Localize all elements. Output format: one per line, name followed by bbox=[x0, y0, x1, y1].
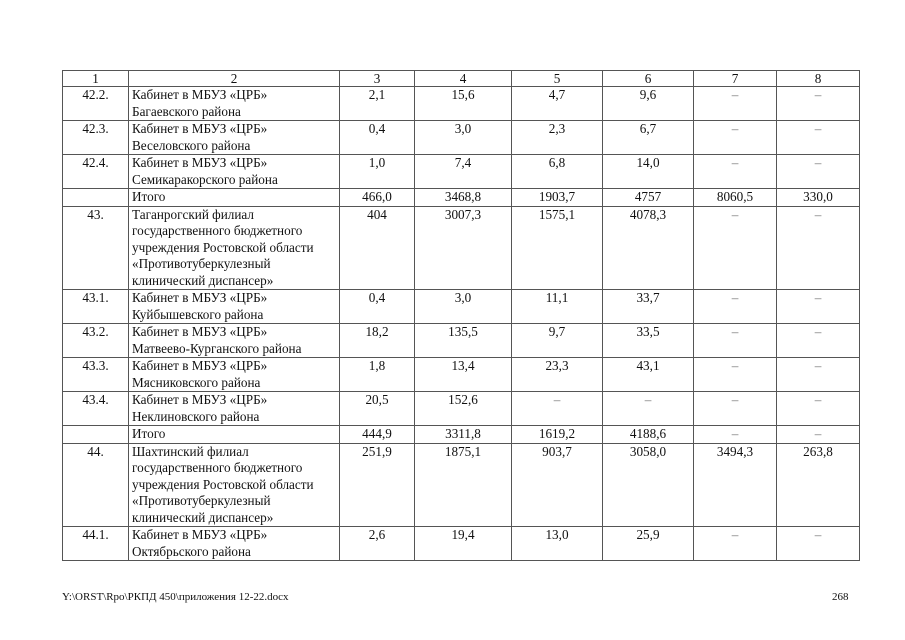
value-cell: 3007,3 bbox=[415, 206, 512, 290]
value-cell: – bbox=[777, 290, 860, 324]
value-cell: 444,9 bbox=[340, 426, 415, 444]
table-row bbox=[63, 155, 860, 189]
row-name-line: Матвеево-Курганского района bbox=[132, 340, 302, 356]
row-name-line: государственного бюджетного bbox=[132, 223, 303, 238]
value-cell: 3,0 bbox=[415, 290, 512, 324]
table-row bbox=[63, 358, 860, 392]
value-cell: 152,6 bbox=[415, 392, 512, 426]
table-row bbox=[63, 527, 860, 561]
value-cell: 9,6 bbox=[603, 87, 694, 121]
value-cell: 4757 bbox=[603, 189, 694, 207]
table-row bbox=[63, 206, 860, 290]
row-name bbox=[129, 189, 340, 207]
row-name bbox=[129, 87, 340, 121]
page-number: 268 bbox=[832, 591, 849, 603]
value-cell: – bbox=[694, 392, 777, 426]
row-name-line: Кабинет в МБУЗ «ЦРБ» bbox=[132, 121, 268, 136]
value-cell: 1903,7 bbox=[512, 189, 603, 207]
value-cell: 1619,2 bbox=[512, 426, 603, 444]
row-number: 42.2. bbox=[63, 87, 129, 121]
row-name-line: клинический диспансер» bbox=[132, 272, 274, 288]
column-header: 8 bbox=[777, 71, 860, 87]
row-number: 43. bbox=[63, 206, 129, 290]
column-header: 7 bbox=[694, 71, 777, 87]
value-cell: 3468,8 bbox=[415, 189, 512, 207]
value-cell: 4078,3 bbox=[603, 206, 694, 290]
row-name-line: учреждения Ростовской области bbox=[132, 239, 314, 255]
row-number: 44. bbox=[63, 443, 129, 527]
row-number: 42.3. bbox=[63, 121, 129, 155]
table-row bbox=[63, 189, 860, 207]
value-cell: – bbox=[694, 324, 777, 358]
row-name bbox=[129, 290, 340, 324]
column-header: 4 bbox=[415, 71, 512, 87]
value-cell: – bbox=[777, 324, 860, 358]
row-number: 44.1. bbox=[63, 527, 129, 561]
row-name-line: учреждения Ростовской области bbox=[132, 476, 314, 492]
value-cell: 6,7 bbox=[603, 121, 694, 155]
value-cell: 0,4 bbox=[340, 121, 415, 155]
value-cell: 43,1 bbox=[603, 358, 694, 392]
row-name bbox=[129, 121, 340, 155]
row-number: 43.4. bbox=[63, 392, 129, 426]
value-cell: 33,7 bbox=[603, 290, 694, 324]
value-cell: 330,0 bbox=[777, 189, 860, 207]
row-name-line: Итого bbox=[132, 426, 166, 441]
value-cell: 13,0 bbox=[512, 527, 603, 561]
value-cell: – bbox=[694, 290, 777, 324]
value-cell: 1875,1 bbox=[415, 443, 512, 527]
value-cell: 2,1 bbox=[340, 87, 415, 121]
row-name bbox=[129, 426, 340, 444]
row-name-line: государственного бюджетного bbox=[132, 460, 303, 475]
value-cell: 18,2 bbox=[340, 324, 415, 358]
value-cell: 14,0 bbox=[603, 155, 694, 189]
value-cell: 1575,1 bbox=[512, 206, 603, 290]
value-cell: – bbox=[694, 358, 777, 392]
footer-file-path: Y:\ORST\Rpo\РКПД 450\приложения 12-22.docx bbox=[62, 591, 289, 603]
table-row bbox=[63, 392, 860, 426]
value-cell: 25,9 bbox=[603, 527, 694, 561]
value-cell: – bbox=[777, 392, 860, 426]
row-name-line: Неклиновского района bbox=[132, 408, 260, 424]
value-cell: 4188,6 bbox=[603, 426, 694, 444]
value-cell: 3311,8 bbox=[415, 426, 512, 444]
value-cell: 3,0 bbox=[415, 121, 512, 155]
row-name bbox=[129, 443, 340, 527]
value-cell: – bbox=[777, 527, 860, 561]
row-name-line: Таганрогский филиал bbox=[132, 206, 254, 222]
value-cell: – bbox=[694, 206, 777, 290]
value-cell: 15,6 bbox=[415, 87, 512, 121]
row-number bbox=[63, 426, 129, 444]
value-cell: 135,5 bbox=[415, 324, 512, 358]
value-cell: 251,9 bbox=[340, 443, 415, 527]
row-name-line: «Противотуберкулезный bbox=[132, 493, 271, 508]
column-header: 2 bbox=[129, 71, 340, 87]
value-cell: 13,4 bbox=[415, 358, 512, 392]
row-name-line: Шахтинский филиал bbox=[132, 443, 249, 459]
value-cell: 23,3 bbox=[512, 358, 603, 392]
column-header: 5 bbox=[512, 71, 603, 87]
row-name-line: Кабинет в МБУЗ «ЦРБ» bbox=[132, 392, 268, 407]
value-cell: – bbox=[777, 426, 860, 444]
row-name-line: Багаевского района bbox=[132, 103, 241, 119]
row-name-line: Кабинет в МБУЗ «ЦРБ» bbox=[132, 358, 268, 373]
value-cell: – bbox=[694, 527, 777, 561]
row-name-line: Куйбышевского района bbox=[132, 306, 264, 322]
value-cell: 3494,3 bbox=[694, 443, 777, 527]
value-cell: – bbox=[777, 87, 860, 121]
row-name bbox=[129, 324, 340, 358]
row-name-line: Кабинет в МБУЗ «ЦРБ» bbox=[132, 290, 268, 305]
row-number: 43.3. bbox=[63, 358, 129, 392]
table-row bbox=[63, 290, 860, 324]
table-row bbox=[63, 443, 860, 527]
row-name-line: Семикаракорского района bbox=[132, 171, 278, 187]
table-row bbox=[63, 121, 860, 155]
value-cell: – bbox=[603, 392, 694, 426]
row-name-line: «Противотуберкулезный bbox=[132, 256, 271, 271]
value-cell: – bbox=[777, 121, 860, 155]
value-cell: 11,1 bbox=[512, 290, 603, 324]
row-name-line: Кабинет в МБУЗ «ЦРБ» bbox=[132, 527, 268, 542]
value-cell: 6,8 bbox=[512, 155, 603, 189]
value-cell: 1,0 bbox=[340, 155, 415, 189]
value-cell: 33,5 bbox=[603, 324, 694, 358]
value-cell: 263,8 bbox=[777, 443, 860, 527]
table-row bbox=[63, 87, 860, 121]
column-header: 6 bbox=[603, 71, 694, 87]
table-row bbox=[63, 426, 860, 444]
value-cell: – bbox=[694, 121, 777, 155]
column-header: 3 bbox=[340, 71, 415, 87]
value-cell: 903,7 bbox=[512, 443, 603, 527]
value-cell: 404 bbox=[340, 206, 415, 290]
value-cell: 9,7 bbox=[512, 324, 603, 358]
row-name bbox=[129, 155, 340, 189]
value-cell: – bbox=[777, 155, 860, 189]
row-name bbox=[129, 358, 340, 392]
row-name bbox=[129, 392, 340, 426]
row-name-line: Мясниковского района bbox=[132, 374, 261, 390]
value-cell: – bbox=[777, 206, 860, 290]
value-cell: 3058,0 bbox=[603, 443, 694, 527]
value-cell: – bbox=[694, 426, 777, 444]
value-cell: 466,0 bbox=[340, 189, 415, 207]
value-cell: 7,4 bbox=[415, 155, 512, 189]
row-name-line: Итого bbox=[132, 189, 166, 204]
table-row bbox=[63, 324, 860, 358]
row-number bbox=[63, 189, 129, 207]
row-name bbox=[129, 527, 340, 561]
row-number: 43.1. bbox=[63, 290, 129, 324]
column-header: 1 bbox=[63, 71, 129, 87]
row-name-line: Кабинет в МБУЗ «ЦРБ» bbox=[132, 87, 268, 102]
value-cell: 1,8 bbox=[340, 358, 415, 392]
value-cell: 2,3 bbox=[512, 121, 603, 155]
value-cell: – bbox=[694, 87, 777, 121]
value-cell: 0,4 bbox=[340, 290, 415, 324]
value-cell: 20,5 bbox=[340, 392, 415, 426]
table-header-row bbox=[63, 71, 860, 87]
value-cell: – bbox=[694, 155, 777, 189]
row-name bbox=[129, 206, 340, 290]
row-name-line: Октябрьского района bbox=[132, 543, 251, 559]
row-name-line: Кабинет в МБУЗ «ЦРБ» bbox=[132, 155, 268, 170]
row-number: 43.2. bbox=[63, 324, 129, 358]
data-table bbox=[62, 70, 860, 561]
value-cell: 2,6 bbox=[340, 527, 415, 561]
row-number: 42.4. bbox=[63, 155, 129, 189]
row-name-line: клинический диспансер» bbox=[132, 509, 274, 525]
row-name-line: Кабинет в МБУЗ «ЦРБ» bbox=[132, 324, 268, 339]
value-cell: 19,4 bbox=[415, 527, 512, 561]
row-name-line: Веселовского района bbox=[132, 137, 251, 153]
value-cell: – bbox=[512, 392, 603, 426]
value-cell: 8060,5 bbox=[694, 189, 777, 207]
value-cell: 4,7 bbox=[512, 87, 603, 121]
value-cell: – bbox=[777, 358, 860, 392]
